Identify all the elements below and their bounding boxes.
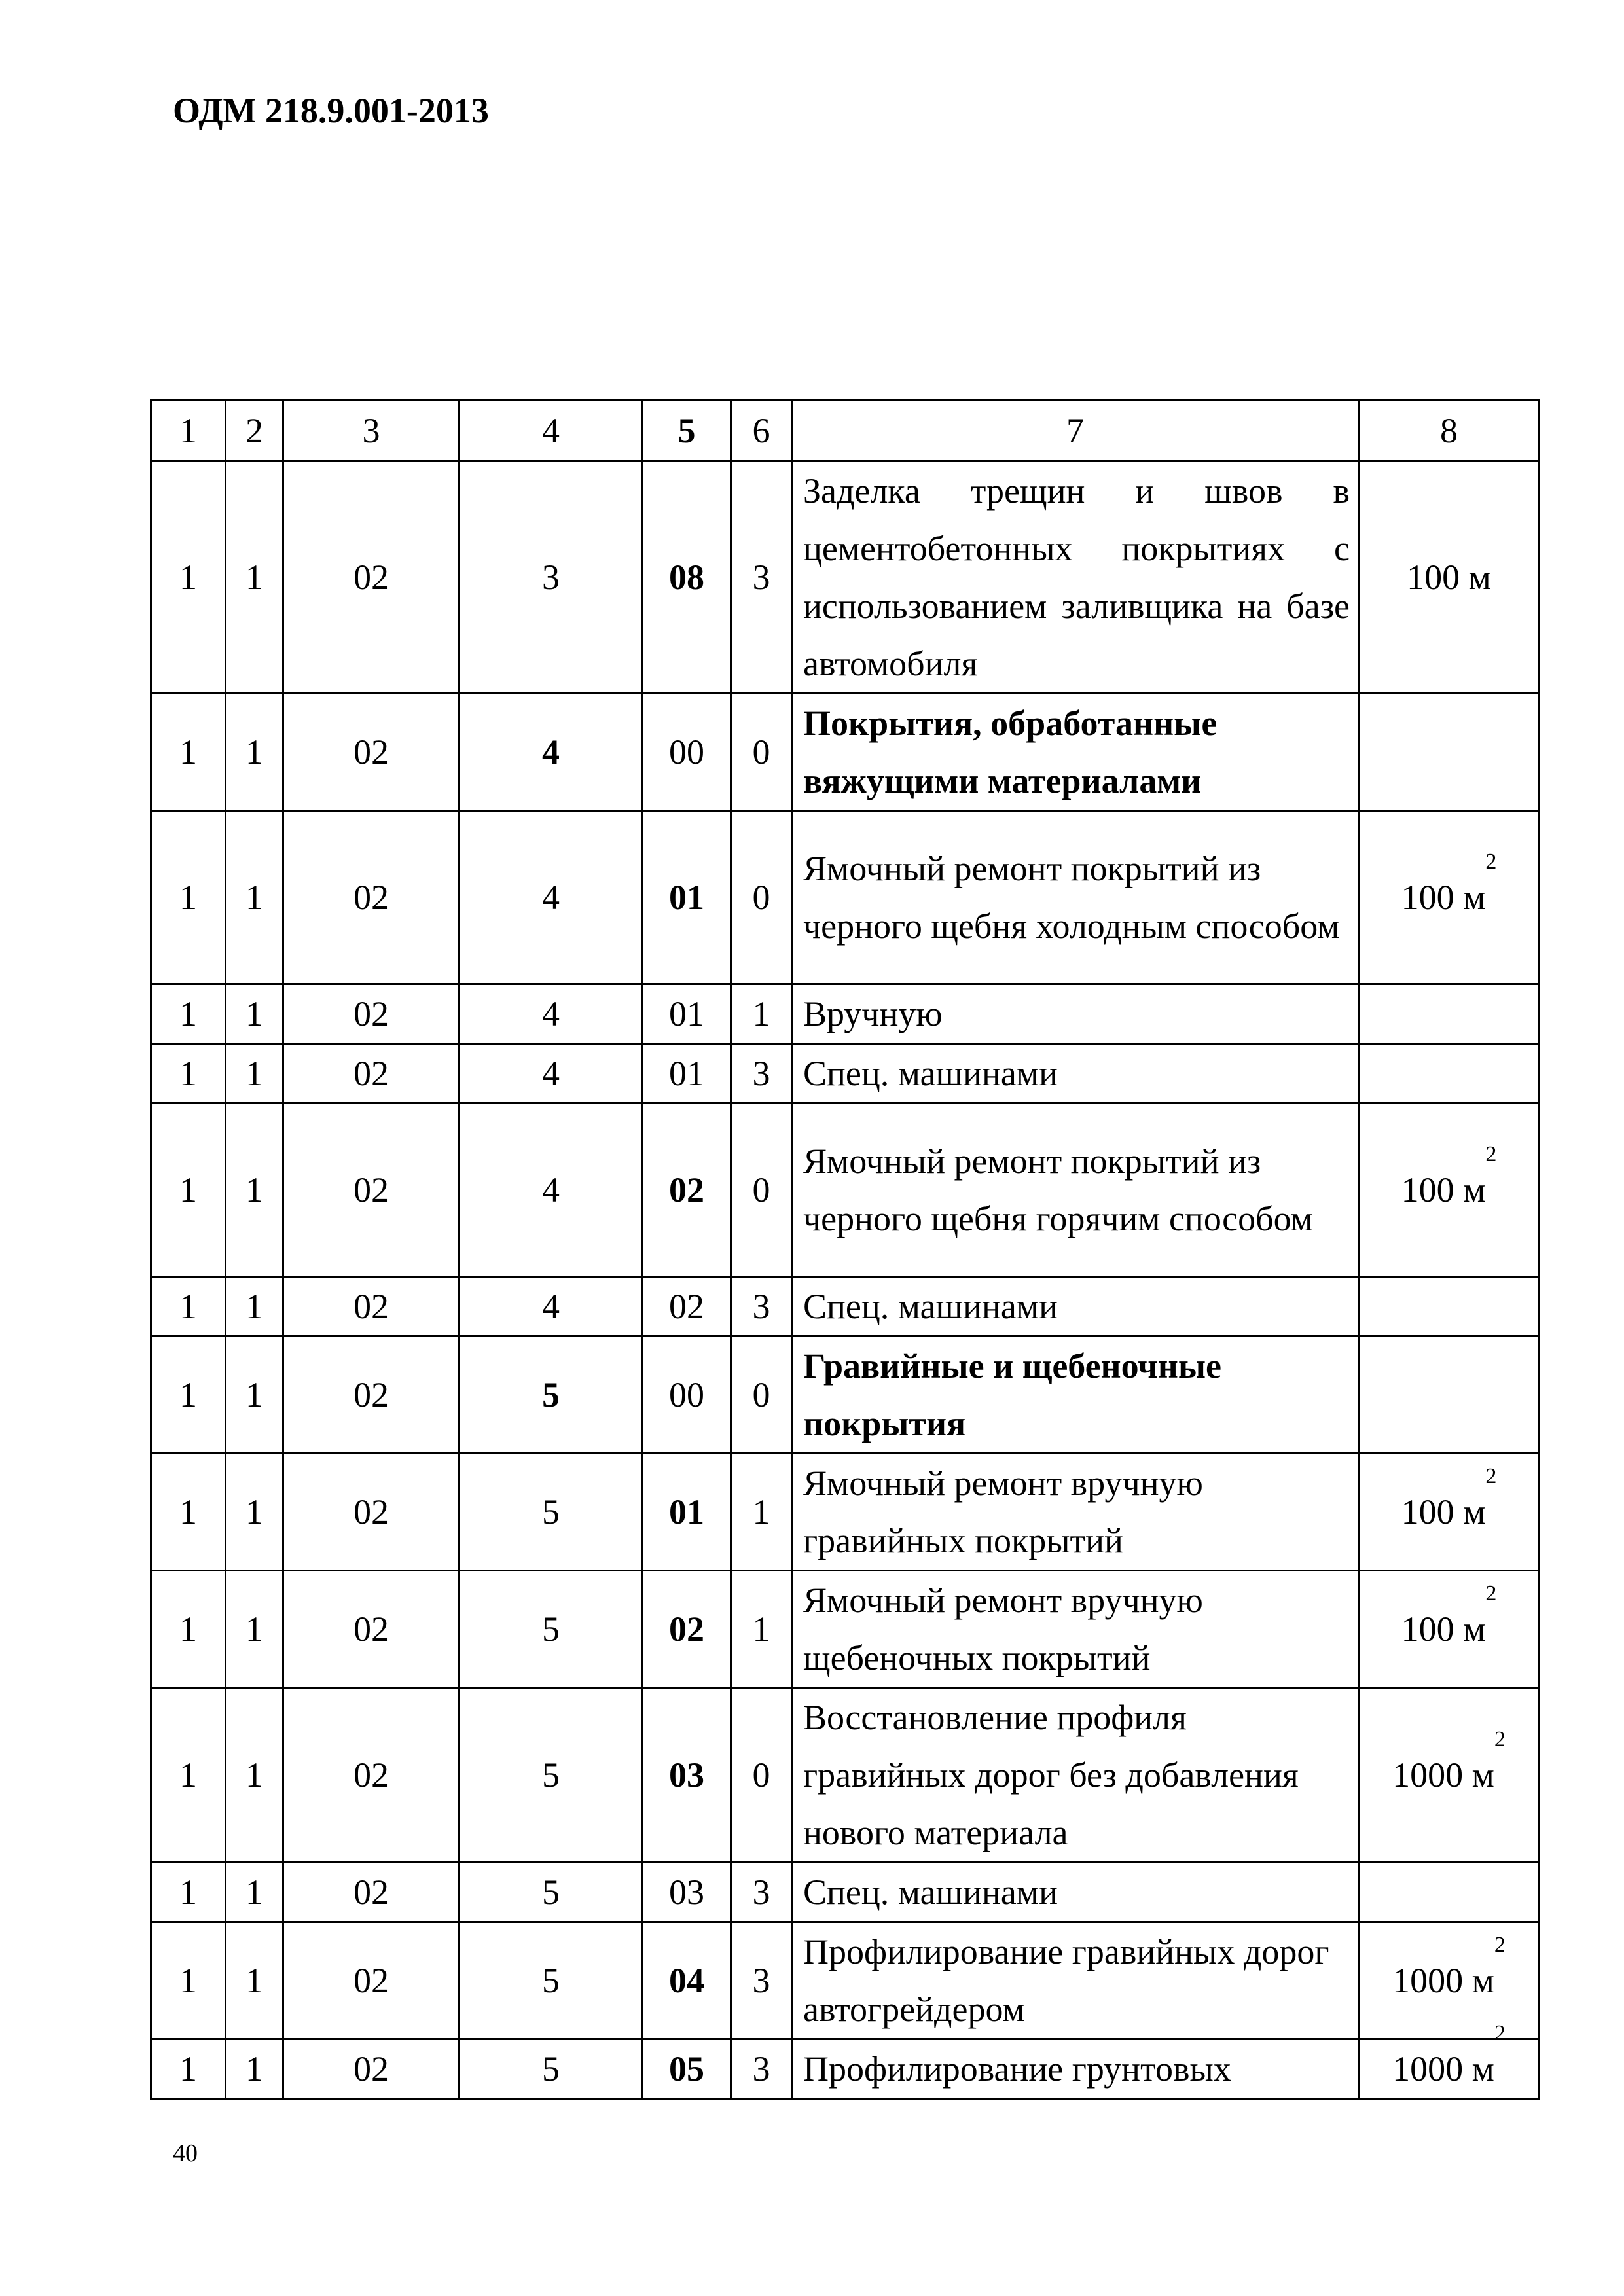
code-cell-col-6: 3 (731, 1044, 792, 1103)
table-row (151, 1103, 1540, 1277)
code-cell-col-4: 5 (460, 1688, 643, 1863)
unit-text: 1000 м (1392, 1961, 1494, 2000)
unit-cell (1359, 1044, 1540, 1103)
table-header-row (151, 401, 1540, 461)
table-row (151, 1571, 1540, 1688)
code-cell-col-1: 1 (151, 1688, 226, 1863)
code-cell-col-5: 02 (643, 1571, 731, 1688)
code-cell-col-1: 1 (151, 1044, 226, 1103)
code-cell-col-1: 1 (151, 811, 226, 984)
code-cell-col-1: 1 (151, 1336, 226, 1454)
unit-exponent: 2 (1485, 1142, 1497, 1166)
code-cell-col-1: 1 (151, 461, 226, 694)
code-cell-col-6: 0 (731, 811, 792, 984)
code-cell-col-3: 02 (283, 461, 460, 694)
code-cell-col-1: 1 (151, 1454, 226, 1571)
code-cell-col-1: 1 (151, 1922, 226, 2039)
code-cell-col-4: 5 (460, 1863, 643, 1922)
unit-cell (1359, 1454, 1540, 1571)
work-description-cell: Спец. машинами (792, 1277, 1359, 1336)
code-cell-col-2: 1 (226, 1571, 283, 1688)
code-cell-col-6: 3 (731, 2039, 792, 2099)
table-body (151, 461, 1540, 2099)
unit-text: 1000 м (1392, 2049, 1494, 2089)
code-cell-col-3: 02 (283, 1336, 460, 1454)
unit-text: 1000 м (1392, 1755, 1494, 1795)
unit-cell (1359, 1336, 1540, 1454)
work-description-cell: Профилирование гравийных дорог автогрейдером (792, 1922, 1359, 2039)
code-cell-col-2: 1 (226, 1922, 283, 2039)
code-cell-col-2: 1 (226, 1336, 283, 1454)
work-description-cell: Ямочный ремонт покрытий из черного щебня горячим способом (792, 1103, 1359, 1277)
work-description-cell: Вручную (792, 984, 1359, 1044)
unit-exponent: 2 (1494, 1933, 1506, 1957)
code-cell-col-1: 1 (151, 1277, 226, 1336)
unit-text: 100 м (1401, 1609, 1486, 1649)
code-cell-col-3: 02 (283, 694, 460, 811)
unit-cell (1359, 1103, 1540, 1277)
code-cell-col-1: 1 (151, 984, 226, 1044)
code-cell-col-5: 04 (643, 1922, 731, 2039)
table-row (151, 694, 1540, 811)
code-cell-col-4: 5 (460, 1922, 643, 2039)
header-cell-6: 6 (731, 401, 792, 461)
work-description-cell: Профилирование грунтовых (792, 2039, 1359, 2099)
code-cell-col-5: 05 (643, 2039, 731, 2099)
code-cell-col-3: 02 (283, 984, 460, 1044)
code-cell-col-3: 02 (283, 1454, 460, 1571)
unit-cell (1359, 1922, 1540, 2039)
unit-text: 100 м (1401, 1492, 1486, 1532)
code-cell-col-5: 02 (643, 1103, 731, 1277)
code-cell-col-2: 1 (226, 1688, 283, 1863)
code-cell-col-4: 4 (460, 1277, 643, 1336)
code-cell-col-3: 02 (283, 1044, 460, 1103)
code-cell-col-4: 4 (460, 811, 643, 984)
work-description-cell: Ямочный ремонт вручную гравийных покрытий (792, 1454, 1359, 1571)
unit-cell (1359, 2021, 1540, 2099)
code-cell-col-3: 02 (283, 1103, 460, 1277)
code-cell-col-1: 1 (151, 2039, 226, 2099)
code-cell-col-2: 1 (226, 1103, 283, 1277)
code-cell-col-2: 1 (226, 1454, 283, 1571)
code-cell-col-3: 02 (283, 1571, 460, 1688)
unit-exponent: 2 (1485, 1581, 1497, 1605)
code-cell-col-5: 00 (643, 1336, 731, 1454)
code-cell-col-6: 1 (731, 1454, 792, 1571)
work-description-cell: Ямочный ремонт вручную щебеночных покрытий (792, 1571, 1359, 1688)
code-cell-col-5: 03 (643, 1863, 731, 1922)
unit-exponent: 2 (1494, 2021, 1506, 2045)
code-cell-col-3: 02 (283, 811, 460, 984)
table-row (151, 1688, 1540, 1863)
table-row (151, 1277, 1540, 1336)
code-cell-col-6: 0 (731, 1688, 792, 1863)
code-cell-col-6: 1 (731, 1571, 792, 1688)
code-cell-col-2: 1 (226, 1044, 283, 1103)
unit-text: 100 м (1407, 558, 1491, 597)
unit-text: 100 м (1401, 878, 1486, 917)
code-cell-col-3: 02 (283, 1922, 460, 2039)
classification-table (150, 399, 1540, 2100)
code-cell-col-6: 0 (731, 1103, 792, 1277)
unit-cell (1359, 1688, 1540, 1863)
code-cell-col-2: 1 (226, 694, 283, 811)
header-cell-5: 5 (643, 401, 731, 461)
unit-cell (1359, 984, 1540, 1044)
table-row (151, 461, 1540, 694)
code-cell-col-6: 1 (731, 984, 792, 1044)
code-cell-col-5: 08 (643, 461, 731, 694)
code-cell-col-2: 1 (226, 984, 283, 1044)
header-cell-2: 2 (226, 401, 283, 461)
code-cell-col-2: 1 (226, 2039, 283, 2099)
code-cell-col-3: 02 (283, 2039, 460, 2099)
code-cell-col-6: 3 (731, 1277, 792, 1336)
code-cell-col-6: 3 (731, 1863, 792, 1922)
unit-cell (1359, 1571, 1540, 1688)
work-description-cell: Спец. машинами (792, 1044, 1359, 1103)
code-cell-col-5: 00 (643, 694, 731, 811)
work-description-cell: Спец. машинами (792, 1863, 1359, 1922)
table-row (151, 1922, 1540, 2039)
code-cell-col-5: 01 (643, 811, 731, 984)
code-cell-col-4: 3 (460, 461, 643, 694)
code-cell-col-4: 5 (460, 1336, 643, 1454)
code-cell-col-1: 1 (151, 1863, 226, 1922)
code-cell-col-4: 5 (460, 2039, 643, 2099)
document-code-header: ОДМ 218.9.001-2013 (173, 91, 489, 130)
unit-cell (1359, 1863, 1540, 1922)
code-cell-col-2: 1 (226, 1863, 283, 1922)
work-description-cell: Заделка трещин и швов в цементобетонных покрытиях с использованием заливщика на базе автомобиля (792, 461, 1359, 694)
code-cell-col-4: 5 (460, 1454, 643, 1571)
header-cell-8: 8 (1359, 401, 1540, 461)
table-row (151, 2039, 1540, 2099)
code-cell-col-2: 1 (226, 1277, 283, 1336)
code-cell-col-4: 4 (460, 1103, 643, 1277)
header-cell-4: 4 (460, 401, 643, 461)
code-cell-col-6: 0 (731, 694, 792, 811)
code-cell-col-6: 3 (731, 1922, 792, 2039)
page-number: 40 (173, 2140, 198, 2167)
table-row (151, 1336, 1540, 1454)
work-description-cell: Покрытия, обработанные вяжущими материалами (792, 694, 1359, 811)
code-cell-col-5: 01 (643, 1044, 731, 1103)
unit-exponent: 2 (1485, 850, 1497, 874)
code-cell-col-3: 02 (283, 1863, 460, 1922)
header-cell-3: 3 (283, 401, 460, 461)
table-row (151, 1454, 1540, 1571)
header-cell-7: 7 (792, 401, 1359, 461)
code-cell-col-5: 02 (643, 1277, 731, 1336)
unit-cell (1359, 694, 1540, 811)
code-cell-col-4: 4 (460, 1044, 643, 1103)
table-row (151, 811, 1540, 984)
unit-cell (1359, 1277, 1540, 1336)
code-cell-col-6: 0 (731, 1336, 792, 1454)
unit-text: 100 м (1401, 1170, 1486, 1210)
unit-cell (1359, 461, 1540, 694)
code-cell-col-3: 02 (283, 1277, 460, 1336)
code-cell-col-6: 3 (731, 461, 792, 694)
work-description-cell: Восстановление профиля гравийных дорог без добавления нового материала (792, 1688, 1359, 1863)
code-cell-col-5: 01 (643, 1454, 731, 1571)
code-cell-col-2: 1 (226, 461, 283, 694)
code-cell-col-3: 02 (283, 1688, 460, 1863)
code-cell-col-1: 1 (151, 1103, 226, 1277)
unit-exponent: 2 (1494, 1727, 1506, 1751)
code-cell-col-1: 1 (151, 1571, 226, 1688)
code-cell-col-4: 4 (460, 694, 643, 811)
code-cell-col-5: 03 (643, 1688, 731, 1863)
code-cell-col-4: 5 (460, 1571, 643, 1688)
table-row (151, 1044, 1540, 1103)
header-cell-1: 1 (151, 401, 226, 461)
unit-cell (1359, 811, 1540, 984)
code-cell-col-2: 1 (226, 811, 283, 984)
code-cell-col-4: 4 (460, 984, 643, 1044)
work-description-cell: Гравийные и щебеночные покрытия (792, 1336, 1359, 1454)
table-row (151, 1863, 1540, 1922)
code-cell-col-5: 01 (643, 984, 731, 1044)
code-cell-col-1: 1 (151, 694, 226, 811)
table-row (151, 984, 1540, 1044)
unit-exponent: 2 (1485, 1464, 1497, 1488)
work-description-cell: Ямочный ремонт покрытий из черного щебня холодным способом (792, 811, 1359, 984)
